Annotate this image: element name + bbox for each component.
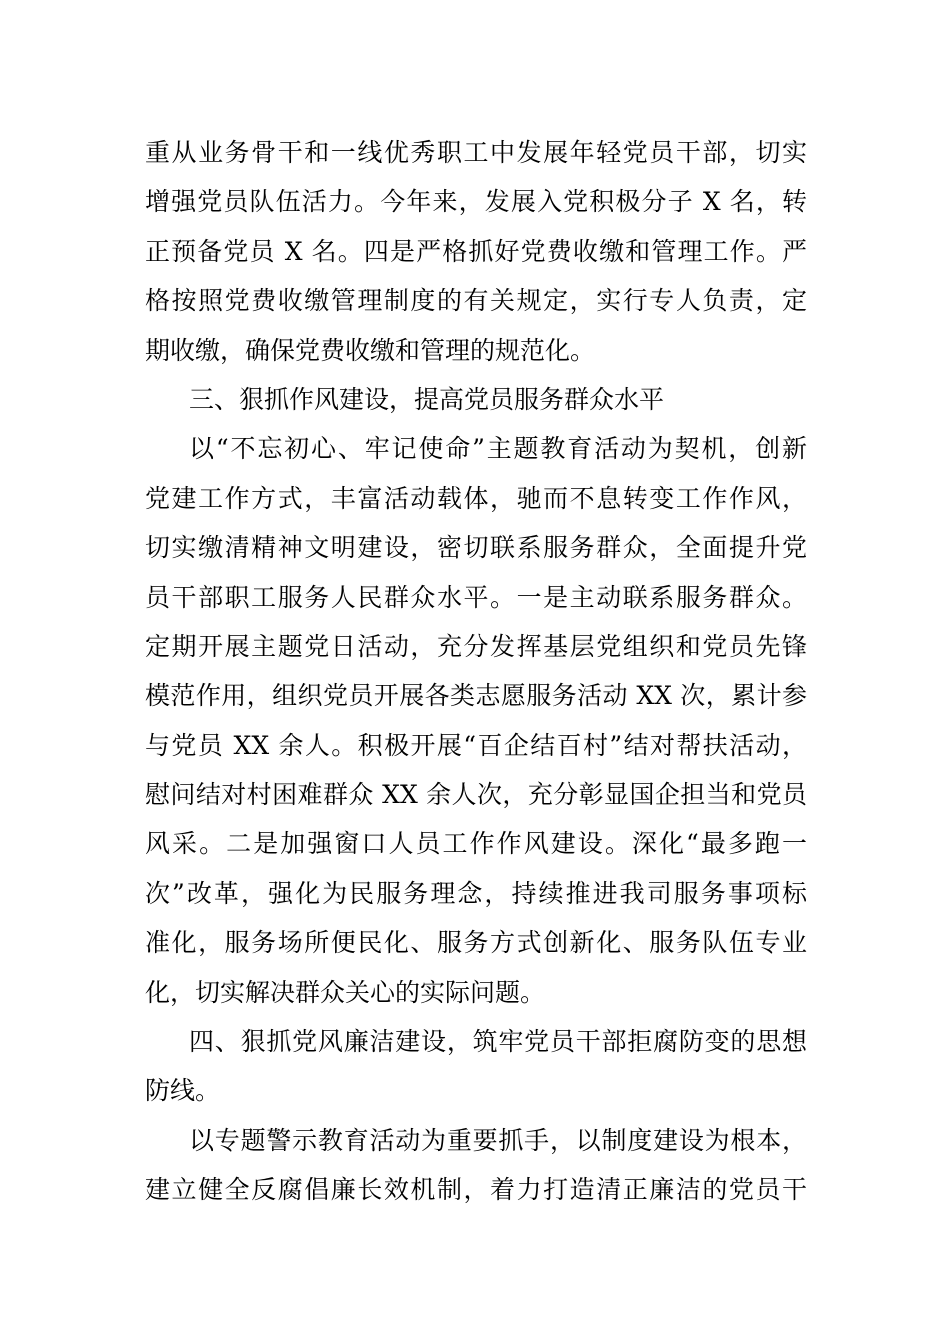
document-body [145, 128, 807, 1215]
section-heading: 三、狠抓作风建设，提高党员服务群众水平 [189, 384, 665, 414]
text-line: 定期开展主题党日活动，充分发挥基层党组织和党员先锋 [145, 631, 807, 661]
text-line: 增强党员队伍活力。今年来，发展入党积极分子 X 名，转 [145, 187, 807, 217]
paragraph-first-line: 以“不忘初心、牢记使命”主题教育活动为契机，创新 [189, 434, 807, 464]
text-line: 正预备党员 X 名。四是严格抓好党费收缴和管理工作。严 [145, 236, 807, 266]
text-line: 化，切实解决群众关心的实际问题。 [145, 977, 546, 1007]
paragraph-first-line: 以专题警示教育活动为重要抓手，以制度建设为根本， [189, 1125, 807, 1155]
text-line: 风采。二是加强窗口人员工作作风建设。深化“最多跑一 [145, 829, 807, 859]
text-line: 格按照党费收缴管理制度的有关规定，实行专人负责，定 [145, 286, 807, 316]
text-line: 期收缴，确保党费收缴和管理的规范化。 [145, 335, 596, 365]
text-line: 模范作用，组织党员开展各类志愿服务活动 XX 次，累计参 [145, 681, 807, 711]
text-line: 党建工作方式，丰富活动载体，驰而不息转变工作作风， [145, 483, 807, 513]
text-line: 与党员 XX 余人。积极开展“百企结百村”结对帮扶活动， [145, 730, 807, 760]
text-line: 次”改革，强化为民服务理念，持续推进我司服务事项标 [145, 878, 807, 908]
section-heading-continued: 防线。 [145, 1076, 221, 1106]
text-line: 慰问结对村困难群众 XX 余人次，充分彰显国企担当和党员 [145, 780, 807, 810]
text-line: 员干部职工服务人民群众水平。一是主动联系服务群众。 [145, 582, 807, 612]
text-line: 准化，服务场所便民化、服务方式创新化、服务队伍专业 [145, 928, 807, 958]
text-line: 重从业务骨干和一线优秀职工中发展年轻党员干部，切实 [145, 138, 807, 167]
text-line: 切实缴清精神文明建设，密切联系服务群众，全面提升党 [145, 533, 807, 563]
section-heading: 四、狠抓党风廉洁建设，筑牢党员干部拒腐防变的思想 [189, 1027, 807, 1057]
text-line: 建立健全反腐倡廉长效机制，着力打造清正廉洁的党员干 [145, 1175, 807, 1205]
